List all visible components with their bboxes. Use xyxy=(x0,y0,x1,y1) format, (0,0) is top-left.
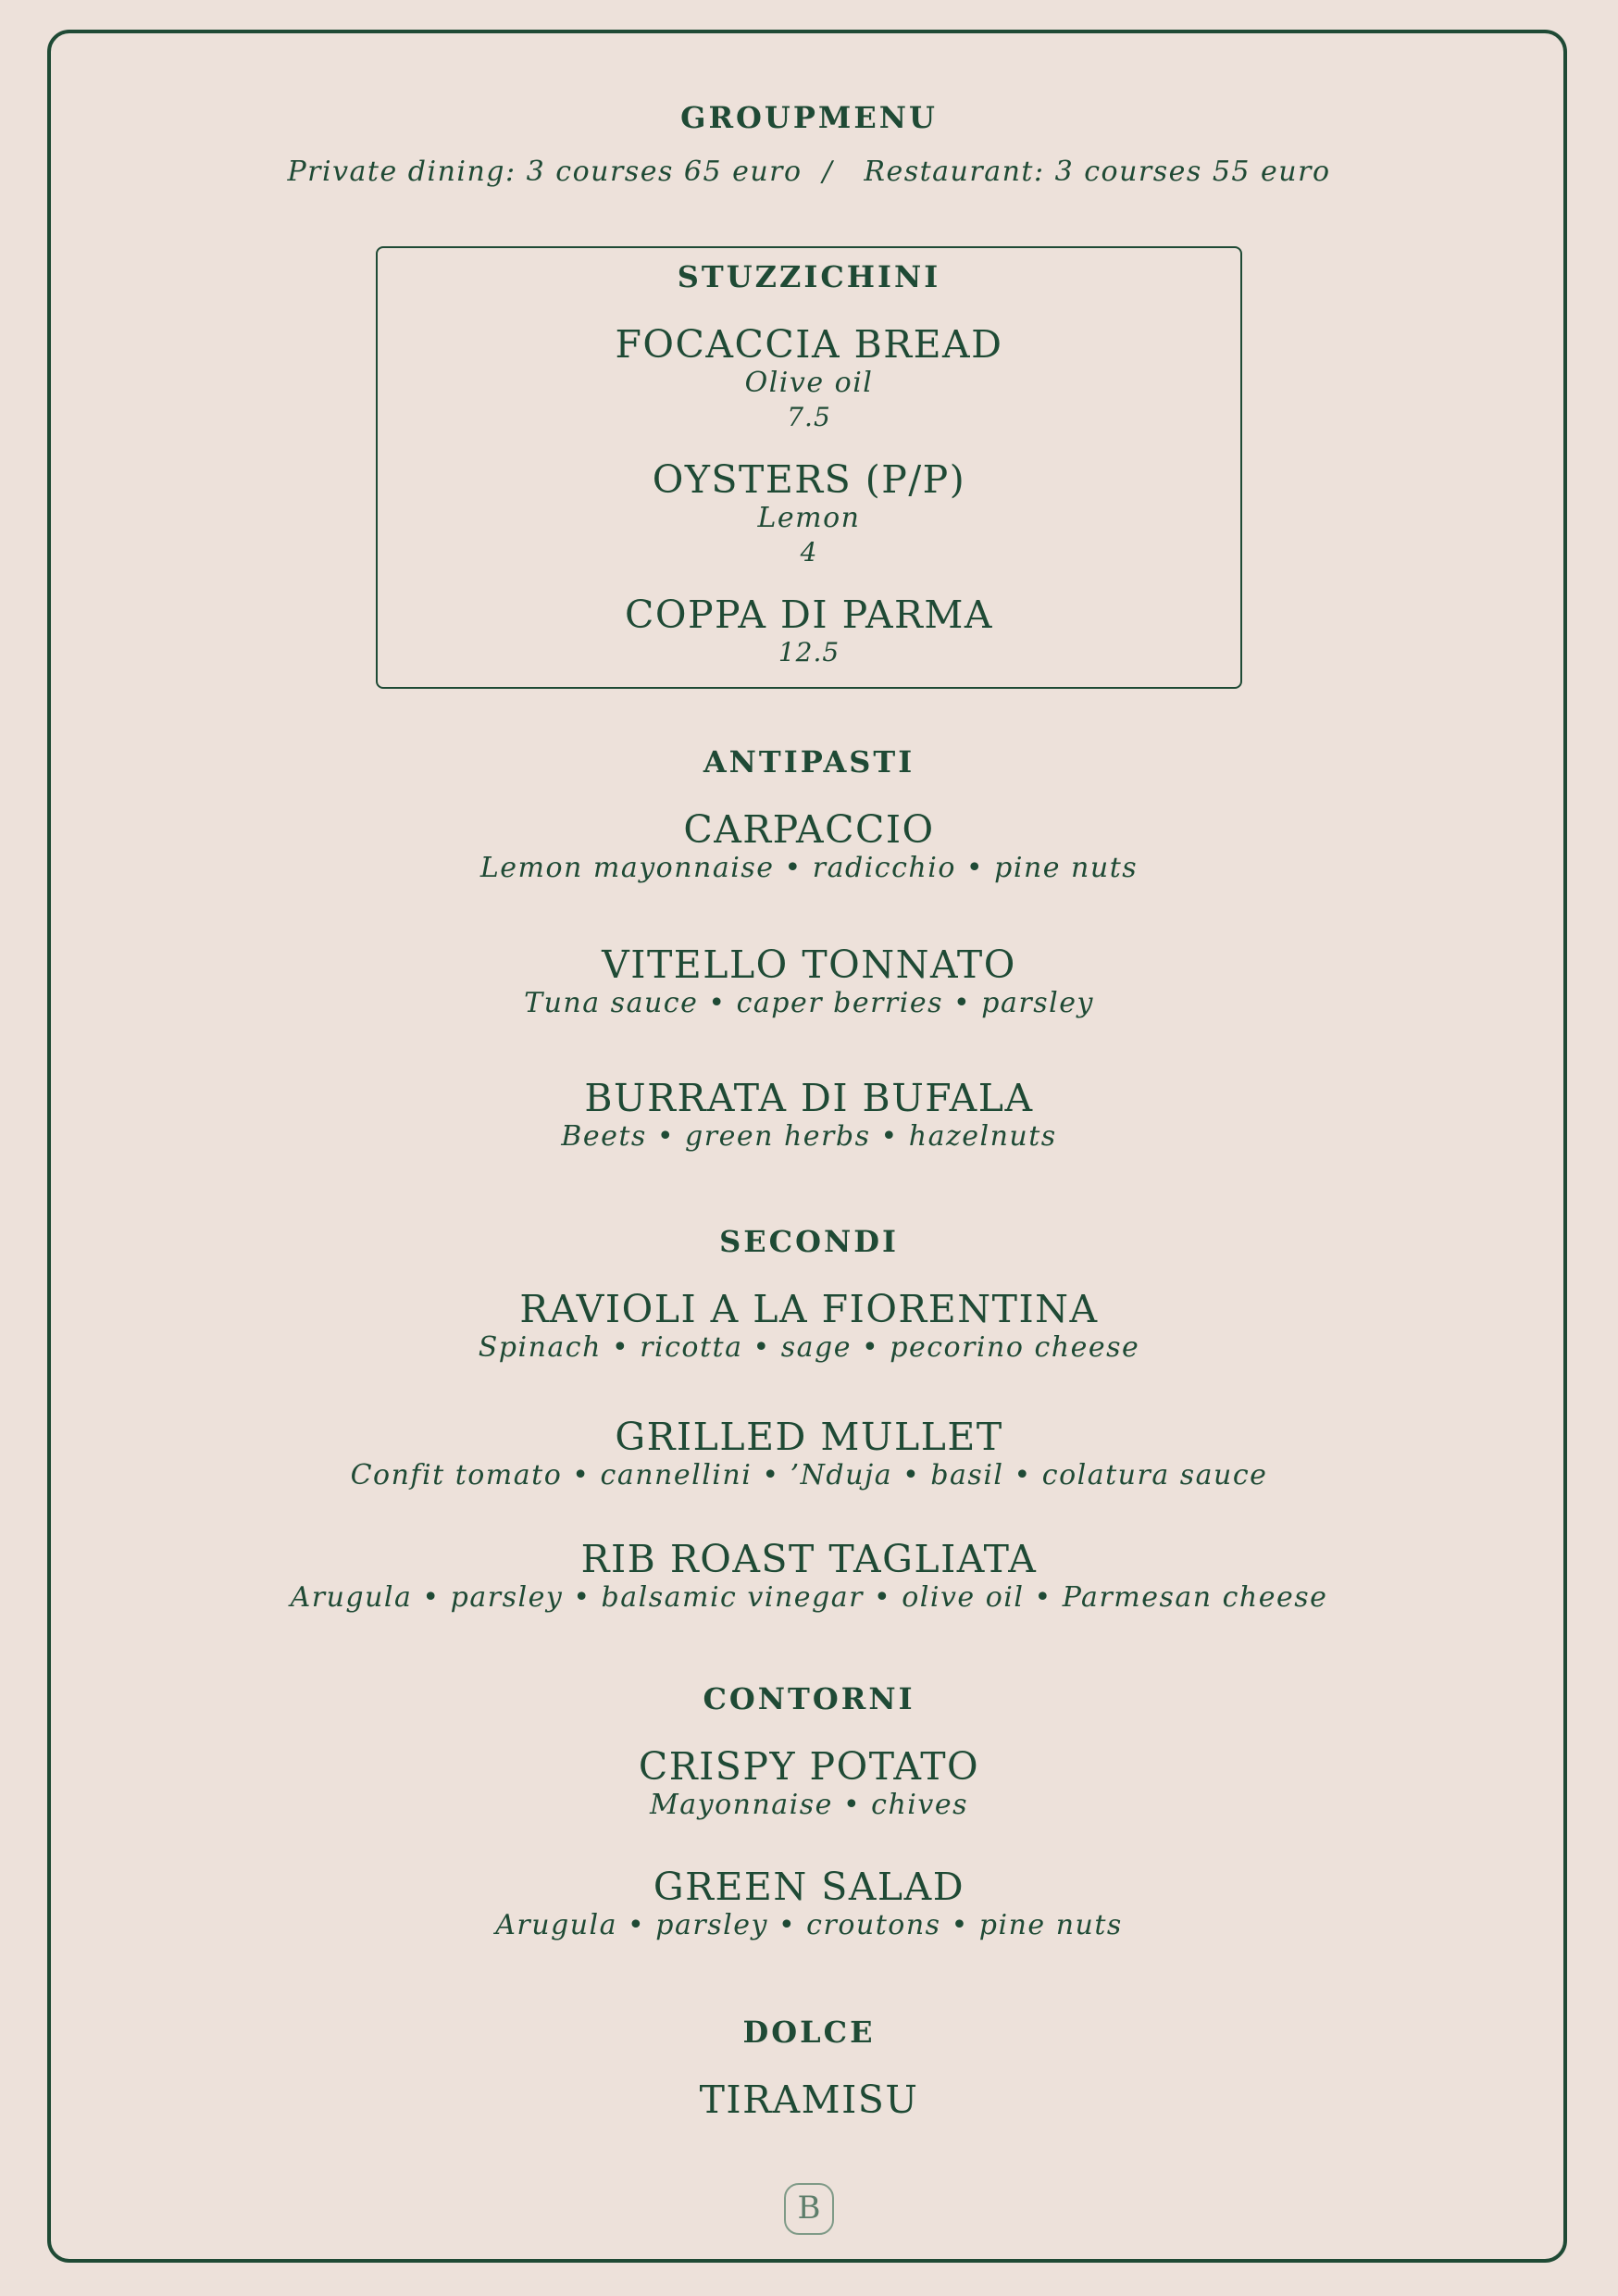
section-heading-secondi: SECONDI xyxy=(719,1224,899,1259)
dish-description: Mayonnaise • chives xyxy=(650,1789,968,1821)
dish-name: GREEN SALAD xyxy=(653,1865,965,1909)
dish-price: 12.5 xyxy=(778,637,840,668)
section-heading-antipasti: ANTIPASTI xyxy=(703,744,915,780)
dish-description: Beets • green herbs • hazelnuts xyxy=(561,1120,1057,1153)
dish-name: FOCACCIA BREAD xyxy=(615,322,1003,367)
dish-description: Confit tomato • cannellini • ’Nduja • basil • colatura sauce xyxy=(350,1459,1268,1491)
menu-title: GROUPMENU xyxy=(680,100,938,135)
dish-name: GRILLED MULLET xyxy=(615,1415,1003,1459)
menu-pricing: Private dining: 3 courses 65 euro / Restaurant: 3 courses 55 euro xyxy=(287,156,1331,188)
section-heading-stuzzichini: STUZZICHINI xyxy=(677,259,941,294)
dish-name: RIB ROAST TAGLIATA xyxy=(580,1537,1038,1581)
section-heading-contorni: CONTORNI xyxy=(703,1681,915,1716)
section-heading-dolce: DOLCE xyxy=(742,2015,876,2050)
dish-name: VITELLO TONNATO xyxy=(602,942,1016,987)
dish-description: Spinach • ricotta • sage • pecorino cheese xyxy=(478,1331,1140,1364)
dish-name: COPPA DI PARMA xyxy=(624,593,994,637)
dish-name: OYSTERS (P/P) xyxy=(652,457,966,502)
dish-description: Lemon mayonnaise • radicchio • pine nuts xyxy=(479,852,1139,884)
restaurant-logo-icon: B xyxy=(784,2183,834,2235)
dish-price: 4 xyxy=(800,537,818,568)
dish-description: Arugula • parsley • balsamic vinegar • olive oil • Parmesan cheese xyxy=(290,1581,1328,1614)
dish-name: CARPACCIO xyxy=(683,807,935,852)
dish-description: Lemon xyxy=(757,502,861,534)
dish-description: Olive oil xyxy=(744,367,874,399)
dish-description: Tuna sauce • caper berries • parsley xyxy=(524,987,1094,1019)
dish-name: RAVIOLI A LA FIORENTINA xyxy=(519,1287,1099,1331)
dish-name: BURRATA DI BUFALA xyxy=(584,1076,1034,1120)
dish-name: TIRAMISU xyxy=(699,2078,919,2122)
dish-name: CRISPY POTATO xyxy=(638,1744,980,1789)
dish-description: Arugula • parsley • croutons • pine nuts xyxy=(495,1909,1123,1941)
dish-price: 7.5 xyxy=(787,402,831,432)
